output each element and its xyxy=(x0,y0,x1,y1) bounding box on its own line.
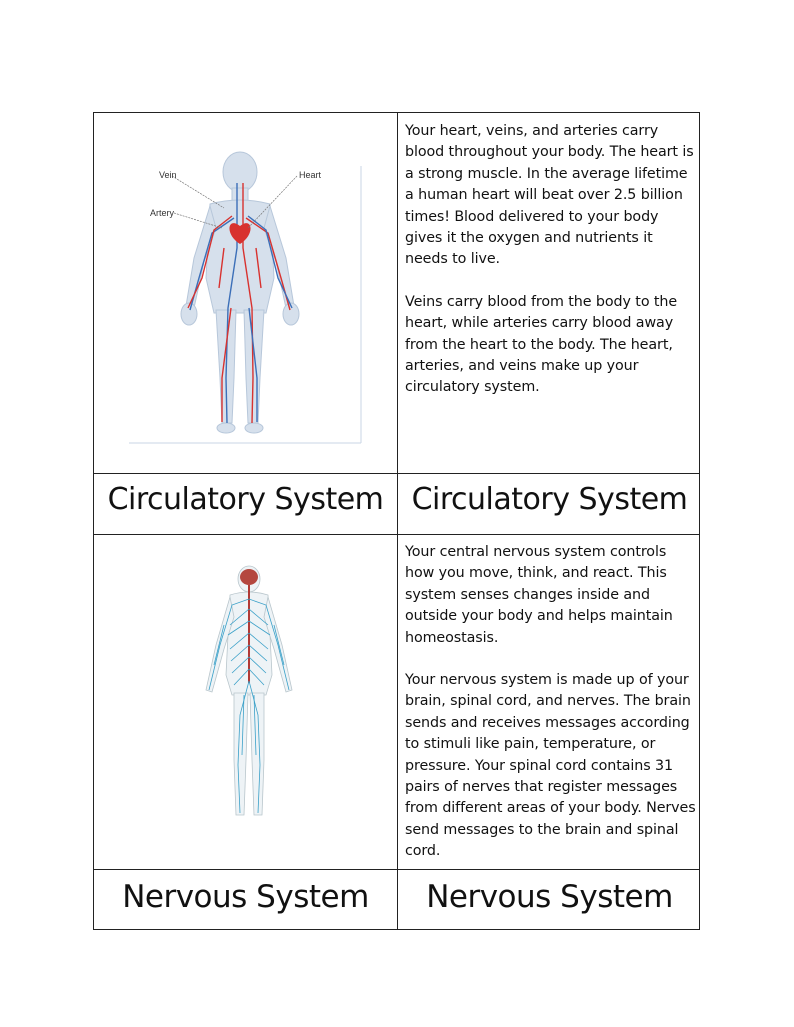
nervous-illustration xyxy=(194,565,304,825)
row-divider-1 xyxy=(94,473,699,474)
nervous-paragraph-1: Your central nervous system controls how you move, think, and react. This system senses changes inside and outside your body and helps maintain homeostasis. xyxy=(405,544,673,646)
circulatory-label-right: Circulatory System xyxy=(411,482,688,517)
nervous-description xyxy=(405,542,697,884)
card-grid xyxy=(93,112,700,930)
heart-label: Heart xyxy=(299,170,322,180)
nervous-paragraph-2: Your nervous system is made up of your brain, spinal cord, and nerves. The brain sends and receives messages according to stimuli like pain, temperature, or pressure. Your spinal cord contains 31 pairs of nerves that register messages from different areas of your body. Nerves send messages to the brain and spinal cord. xyxy=(405,672,696,860)
circulatory-illustration xyxy=(124,138,364,448)
artery-label: Artery xyxy=(150,208,175,218)
circulatory-description xyxy=(405,121,697,420)
circulatory-paragraph-2: Veins carry blood from the body to the heart, while arteries carry blood away from the heart to the body. The heart, arteries, and veins make up your circulatory system. xyxy=(405,293,678,396)
row-divider-2 xyxy=(94,534,699,535)
vein-label: Vein xyxy=(159,170,177,180)
nervous-label-right: Nervous System xyxy=(426,879,673,915)
column-divider xyxy=(397,113,398,929)
nervous-label-left: Nervous System xyxy=(122,879,369,915)
circulatory-label-left: Circulatory System xyxy=(107,482,384,517)
nervous-system-diagram xyxy=(194,565,304,825)
circulatory-paragraph-1: Your heart, veins, and arteries carry blood throughout your body. The heart is a strong muscle. In the average lifetime a human heart will beat over 2.5 billion times! Blood delivered to your body gives it the oxygen and nutrients it needs to live. xyxy=(405,123,694,268)
circulatory-system-diagram xyxy=(124,138,364,448)
